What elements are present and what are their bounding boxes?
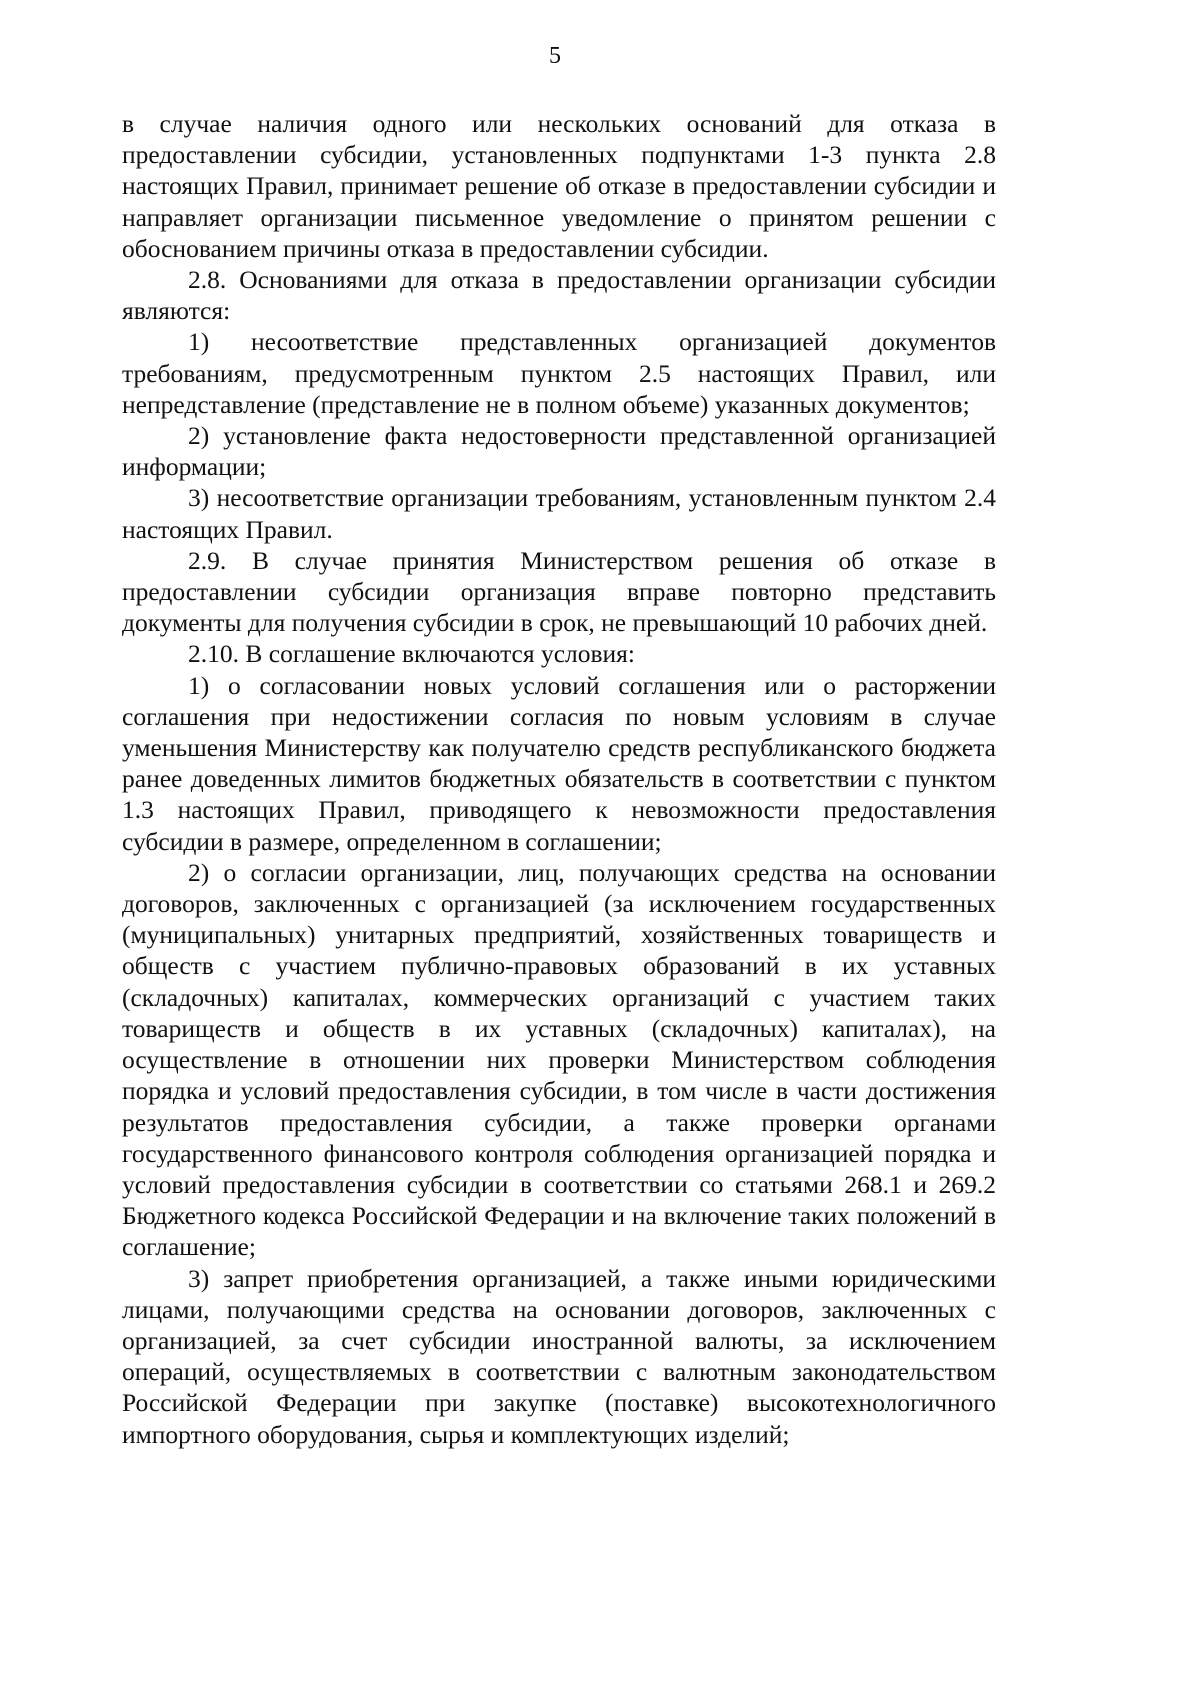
paragraph-2-9: 2.9. В случае принятия Министерством решения об отказе в предоставлении субсидии организация вправе повторно представить документы для получения субсидии в срок, не превышающий 10 рабочих дней.: [122, 545, 996, 638]
paragraph-2-8: 2.8. Основаниями для отказа в предоставлении организации субсидии являются:: [122, 265, 996, 326]
paragraph-refusal-decision: в случае наличия одного или нескольких оснований для отказа в предоставлении субсидии, установленных подпунктами 1-3 пункта 2.8 настоящих Правил, принимает решение об отказе в предоставлении субсидии и направляет организации письменное уведомление о принятом решении с обоснованием причины отказа в предоставлении субсидии.: [122, 109, 996, 263]
paragraph-2-10-item-1: 1) о согласовании новых условий соглашения или о расторжении соглашения при недостижении согласия по новым условиям в случае уменьшения Министерству как получателю средств республиканского бюджета ранее доведенных лимитов бюджетных обязательств в соответствии с пунктом 1.3 настоящих Правил, приводящего к невозможности предоставления субсидии в размере, определенном в соглашении;: [122, 670, 996, 856]
paragraph-2-8-item-2: 2) установление факта недостоверности представленной организацией информации;: [122, 421, 996, 482]
paragraph-2-8-item-3: 3) несоответствие организации требованиям, установленным пунктом 2.4 настоящих Правил.: [122, 483, 996, 544]
paragraph-2-8-item-1: 1) несоответствие представленных организацией документов требованиям, предусмотренным пунктом 2.5 настоящих Правил, или непредставление (представление не в полном объеме) указанных документов;: [122, 327, 996, 419]
paragraph-2-10: 2.10. В соглашение включаются условия:: [188, 639, 635, 669]
document-body: [122, 108, 996, 1450]
paragraph-2-10-item-2: 2) о согласии организации, лиц, получающих средства на основании договоров, заключенных с организацией (за исключением государственных (муниципальных) унитарных предприятий, хозяйственных товариществ и обществ с участием публично-правовых образований в их уставных (складочных) капиталах, коммерческих организаций с участием таких товариществ и обществ в их уставных (складочных) капиталах), на осуществление в отношении них проверки Министерством соблюдения порядка и условий предоставления субсидии, в том числе в части достижения результатов предоставления субсидии, а также проверки органами государственного финансового контроля соблюдения организацией порядка и условий предоставления субсидии в соответствии со статьями 268.1 и 269.2 Бюджетного кодекса Российской Федерации и на включение таких положений в соглашение;: [122, 857, 996, 1262]
paragraph-2-10-item-3: 3) запрет приобретения организацией, а также иными юридическими лицами, получающими средства на основании договоров, заключенных с организацией, за счет субсидии иностранной валюты, за исключением операций, осуществляемых в соответствии с валютным законодательством Российской Федерации при закупке (поставке) высокотехнологичного импортного оборудования, сырья и комплектующих изделий;: [122, 1263, 996, 1449]
page-number: 5: [549, 43, 561, 69]
